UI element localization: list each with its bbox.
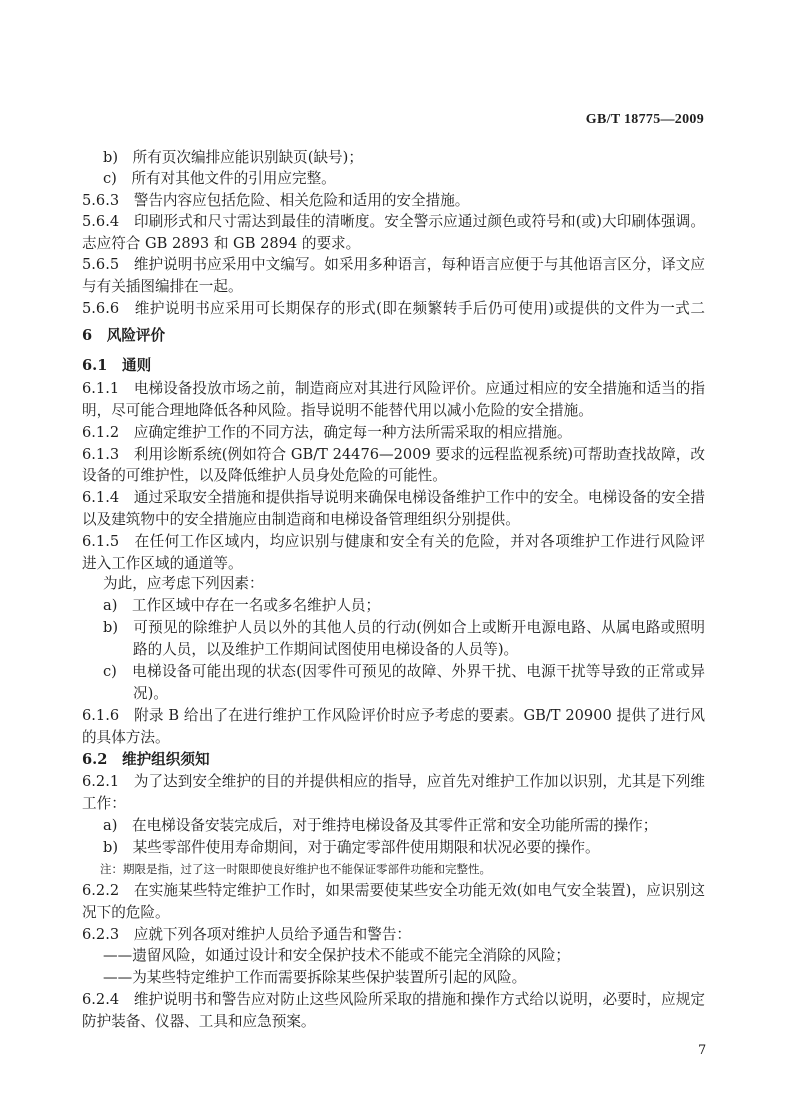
paragraph-line: 防护装备、仪器、工具和应急预案。	[82, 1013, 316, 1030]
paragraph-line: 6.2.4 维护说明书和警告应对防止这些风险所采取的措施和操作方式给以说明，必要时，应规定	[82, 991, 705, 1008]
paragraph-line: 与有关插图编排在一起。	[82, 278, 243, 295]
list-item-line: b) 可预见的除维护人员以外的其他人员的行动(例如合上或断开电源电路、从属电路或照明	[103, 619, 705, 636]
list-item-line: 路的人员，以及维护工作期间试图使用电梯设备的人员等)。	[133, 641, 519, 658]
paragraph-line: 6.1.1 电梯设备投放市场之前，制造商应对其进行风险评价。应通过相应的安全措施和适当的指	[82, 380, 705, 397]
paragraph-line: 工作：	[82, 795, 126, 812]
section-heading: 6.1 通则	[82, 357, 152, 374]
paragraph-line: 设备的可维护性，以及降低维护人员身处危险的可能性。	[82, 467, 447, 484]
paragraph-line: 5.6.4 印刷形式和尺寸需达到最佳的清晰度。安全警示应通过颜色或符号和(或)大印刷体强调。	[82, 213, 705, 230]
paragraph-line: 以及建筑物中的安全措施应由制造商和电梯设备管理组织分别提供。	[82, 511, 520, 528]
page-number: 7	[698, 1043, 707, 1058]
paragraph-line: 6.2.3 应就下列各项对维护人员给予通告和警告：	[82, 926, 412, 943]
paragraph-line: 6.1.4 通过采取安全措施和提供指导说明来确保电梯设备维护工作中的安全。电梯设备的安全措	[82, 489, 705, 506]
paragraph-line: 6.2.1 为了达到安全维护的目的并提供相应的指导，应首先对维护工作加以识别，尤其是下列维	[82, 773, 705, 790]
list-item-line: ——为某些特定维护工作而需要拆除某些保护装置所引起的风险。	[103, 969, 527, 986]
paragraph-line: 志应符合 GB 2893 和 GB 2894 的要求。	[82, 235, 361, 252]
list-item-line: 况)。	[133, 685, 168, 702]
list-item-line: c) 所有对其他文件的引用应完整。	[103, 170, 336, 187]
paragraph-line: 5.6.3 警告内容应包括危险、相关危险和适用的安全措施。	[82, 192, 470, 209]
paragraph-line: 5.6.5 维护说明书应采用中文编写。如采用多种语言，每种语言应便于与其他语言区分，译文应	[82, 256, 705, 273]
standard-code-header: GB/T 18775—2009	[585, 112, 704, 127]
paragraph-line: 6.1.3 利用诊断系统(例如符合 GB/T 24476—2009 要求的远程监视系统)可帮助查找故障，改	[82, 446, 705, 463]
list-item-line: b) 某些零部件使用寿命期间，对于确定零部件使用期限和状况必要的操作。	[103, 839, 600, 856]
paragraph-line: 明，尽可能合理地降低各种风险。指导说明不能替代用以减小危险的安全措施。	[82, 402, 593, 419]
paragraph-line: 6.2.2 在实施某些特定维护工作时，如果需要使某些安全功能无效(如电气安全装置)，应识别这	[82, 882, 705, 899]
paragraph-line: 6.1.6 附录 B 给出了在进行维护工作风险评价时应予考虑的要素。GB/T 20900 提供了进行风	[82, 707, 705, 724]
paragraph-line: 的具体方法。	[82, 729, 170, 746]
paragraph-line: 6.1.5 在任何工作区域内，均应识别与健康和安全有关的危险，并对各项维护工作进行风险评	[82, 533, 705, 550]
list-item-line: a) 工作区域中存在一名或多名维护人员；	[103, 597, 381, 614]
paragraph-line: 5.6.6 维护说明书应采用可长期保存的形式(即在频繁转手后仍可使用)或提供的文件为一式二	[82, 300, 705, 317]
list-item-line: a) 在电梯设备安装完成后，对于维持电梯设备及其零件正常和安全功能所需的操作；	[103, 817, 658, 834]
paragraph-line: 进入工作区域的通道等。	[82, 555, 243, 572]
note-text: 注：期限是指，过了这一时限即使良好维护也不能保证零部件功能和完整性。	[100, 862, 491, 876]
list-item-line: c) 电梯设备可能出现的状态(因零件可预见的故障、外界干扰、电源干扰等导致的正常或异	[103, 663, 705, 680]
paragraph-line: 6.1.2 应确定维护工作的不同方法，确定每一种方法所需采取的相应措施。	[82, 424, 572, 441]
paragraph-line: 况下的危险。	[82, 904, 170, 921]
section-heading: 6.2 维护组织须知	[82, 751, 210, 768]
list-item-line: 为此，应考虑下列因素：	[103, 575, 264, 592]
list-item-line: b) 所有页次编排应能识别缺页(缺号)；	[103, 149, 363, 166]
list-item-line: ——遗留风险，如通过设计和安全保护技术不能或不能完全消除的风险；	[103, 947, 571, 964]
section-heading: 6 风险评价	[82, 327, 166, 344]
